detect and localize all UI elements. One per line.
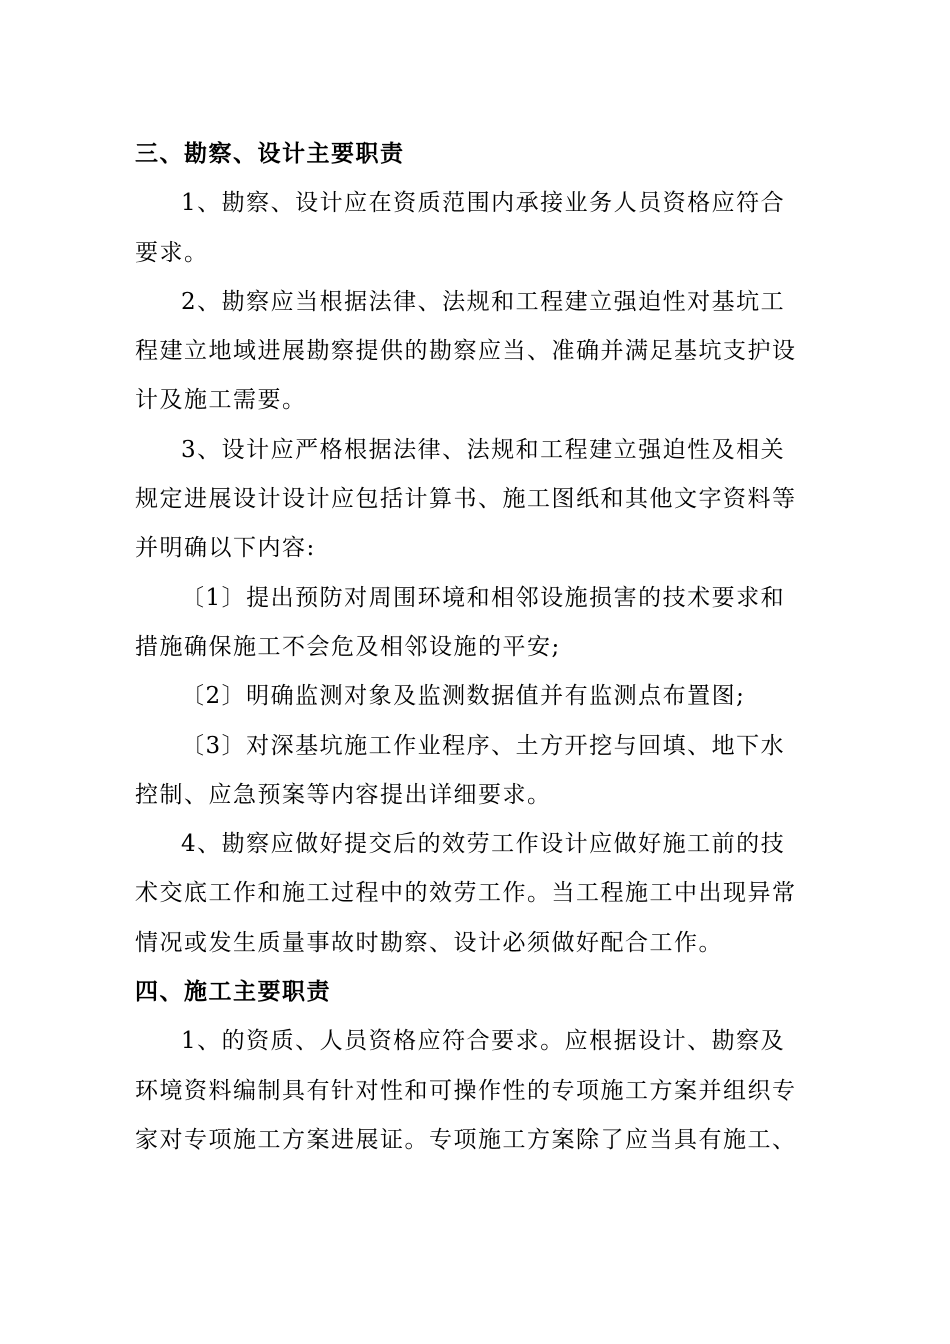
list-item-line: 控制、应急预案等内容提出详细要求。 [135,781,552,808]
section-heading-4: 四、施工主要职责 [135,979,331,1006]
paragraph-line: 术交底工作和施工过程中的效劳工作。当工程施工中出现异常 [135,880,797,907]
paragraph-line: 要求。 [135,239,209,266]
paragraph-line: 程建立地域进展勘察提供的勘察应当、准确并满足基坑支护设 [135,338,797,365]
paragraph-line: 计及施工需要。 [135,387,307,414]
list-item-line: 〔3〕对深基坑施工作业程序、土方开挖与回填、地下水 [181,732,786,759]
paragraph-line: 4、勘察应做好提交后的效劳工作设计应做好施工前的技 [181,831,786,858]
document-body [135,130,825,1165]
paragraph-line: 环境资料编制具有针对性和可操作性的专项施工方案并组织专 [135,1077,797,1104]
paragraph-line: 并明确以下内容: [135,535,316,562]
list-item-line: 〔1〕提出预防对周围环境和相邻设施损害的技术要求和 [181,584,786,611]
list-item-line: 措施确保施工不会危及相邻设施的平安; [135,633,561,660]
paragraph-line: 3、设计应严格根据法律、法规和工程建立强迫性及相关 [181,436,786,463]
paragraph-line: 家对专项施工方案进展证。专项施工方案除了应当具有施工、 [135,1126,797,1153]
paragraph-line: 1、勘察、设计应在资质范围内承接业务人员资格应符合 [181,190,786,217]
paragraph-line: 规定进展设计设计应包括计算书、施工图纸和其他文字资料等 [135,486,797,513]
paragraph-line: 2、勘察应当根据法律、法规和工程建立强迫性对基坑工 [181,288,786,315]
section-heading-3: 三、勘察、设计主要职责 [135,141,405,167]
list-item-line: 〔2〕明确监测对象及监测数据值并有监测点布置图; [181,683,746,710]
paragraph-line: 情况或发生质量事故时勘察、设计必须做好配合工作。 [135,929,723,956]
paragraph-line: 1、的资质、人员资格应符合要求。应根据设计、勘察及 [181,1028,786,1055]
